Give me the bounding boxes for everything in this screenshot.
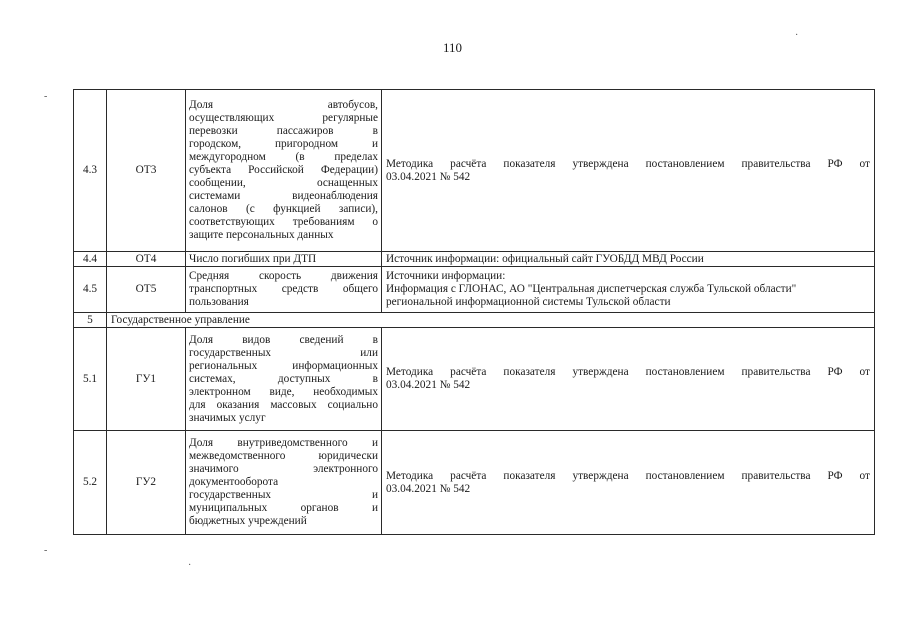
source-line: Методика расчёта показателя утверждена постановлением правительства РФ от — [386, 366, 870, 378]
source-line: 03.04.2021 № 542 — [386, 170, 471, 183]
name-line: значимого электронного — [189, 463, 378, 475]
name-line: системами видеонаблюдения — [189, 190, 378, 202]
source-line: 03.04.2021 № 542 — [386, 482, 471, 495]
source-line: Методика расчёта показателя утверждена постановлением правительства РФ от — [386, 157, 870, 170]
name-line: осуществляющих регулярные — [189, 112, 378, 124]
indicator-name-cell — [186, 328, 382, 431]
name-line: документооборота — [189, 476, 279, 488]
name-line: региональных информационных — [189, 359, 378, 372]
source-line: Источник информации: официальный сайт ГУОБДД МВД России — [386, 252, 704, 265]
name-line: салонов (с функцией записи), — [189, 203, 378, 215]
name-line: перевозки пассажиров в — [189, 125, 378, 137]
scan-speck: - — [44, 91, 48, 102]
indicator-code-cell: ГУ2 — [107, 431, 186, 535]
page-number: 110 — [442, 40, 463, 55]
row-number-cell: 4.4 — [74, 252, 107, 267]
name-line: пользования — [189, 296, 249, 308]
name-line: междугородном (в пределах — [189, 151, 378, 163]
indicator-code-cell: ОТ5 — [107, 267, 186, 313]
indicator-name-cell — [186, 431, 382, 535]
table-row — [74, 90, 875, 252]
indicator-code-cell: ОТ3 — [107, 90, 186, 252]
name-line: системах, доступных в — [189, 372, 378, 385]
name-line: Доля внутриведомственного и — [189, 437, 378, 449]
name-line: значимых услуг — [189, 411, 266, 424]
source-line: 03.04.2021 № 542 — [386, 379, 471, 391]
name-line: субъекта Российской Федерации) — [189, 164, 378, 176]
name-line: бюджетных учреждений — [189, 515, 307, 527]
name-line: защите персональных данных — [189, 229, 334, 241]
table-row — [74, 252, 875, 267]
scan-speck: · — [188, 560, 192, 571]
source-line: Источники информации: — [386, 270, 506, 282]
scan-speck: · — [795, 30, 799, 41]
row-number-cell: 5.1 — [74, 328, 107, 431]
info-source-cell — [382, 90, 875, 252]
row-number-cell: 4.5 — [74, 267, 107, 313]
name-line: межведомственного юридически — [189, 450, 378, 462]
name-line: Доля автобусов, — [189, 99, 378, 111]
table-row — [74, 328, 875, 431]
name-line: для оказания массовых социально — [189, 398, 378, 411]
name-line: городском, пригородном и — [189, 138, 378, 150]
section-number-cell: 5 — [74, 313, 107, 328]
info-source-cell — [382, 267, 875, 313]
indicator-code-cell: ГУ1 — [107, 328, 186, 431]
table-row — [74, 267, 875, 313]
row-number-cell: 5.2 — [74, 431, 107, 535]
indicator-name-cell — [186, 252, 382, 267]
name-line: соответствующих требованиям о — [189, 216, 378, 228]
indicators-table — [73, 89, 875, 535]
indicator-name-cell — [186, 90, 382, 252]
name-line: муниципальных органов и — [189, 502, 378, 514]
section-row — [74, 313, 875, 328]
name-line: Средняя скорость движения — [189, 270, 378, 282]
table-row — [74, 431, 875, 535]
name-line: электронном виде, необходимых — [189, 385, 378, 398]
info-source-cell — [382, 252, 875, 267]
name-line: государственных или — [189, 346, 378, 359]
indicator-code-cell: ОТ4 — [107, 252, 186, 267]
name-line: транспортных средств общего — [189, 283, 378, 295]
row-number-cell: 4.3 — [74, 90, 107, 252]
info-source-cell — [382, 431, 875, 535]
name-line: государственных и — [189, 489, 378, 501]
name-line: Доля видов сведений в — [189, 333, 378, 346]
section-title-cell: Государственное управление — [107, 313, 875, 328]
name-line: Число погибших при ДТП — [189, 252, 317, 265]
source-line: Информация с ГЛОНАС, АО "Центральная диспетчерская служба Тульской области" — [386, 283, 797, 295]
name-line: сообщении, оснащенных — [189, 177, 378, 189]
info-source-cell — [382, 328, 875, 431]
source-line: региональной информационной системы Тульской области — [386, 296, 671, 308]
source-line: Методика расчёта показателя утверждена постановлением правительства РФ от — [386, 469, 870, 482]
indicator-name-cell — [186, 267, 382, 313]
scan-speck: - — [44, 545, 48, 556]
